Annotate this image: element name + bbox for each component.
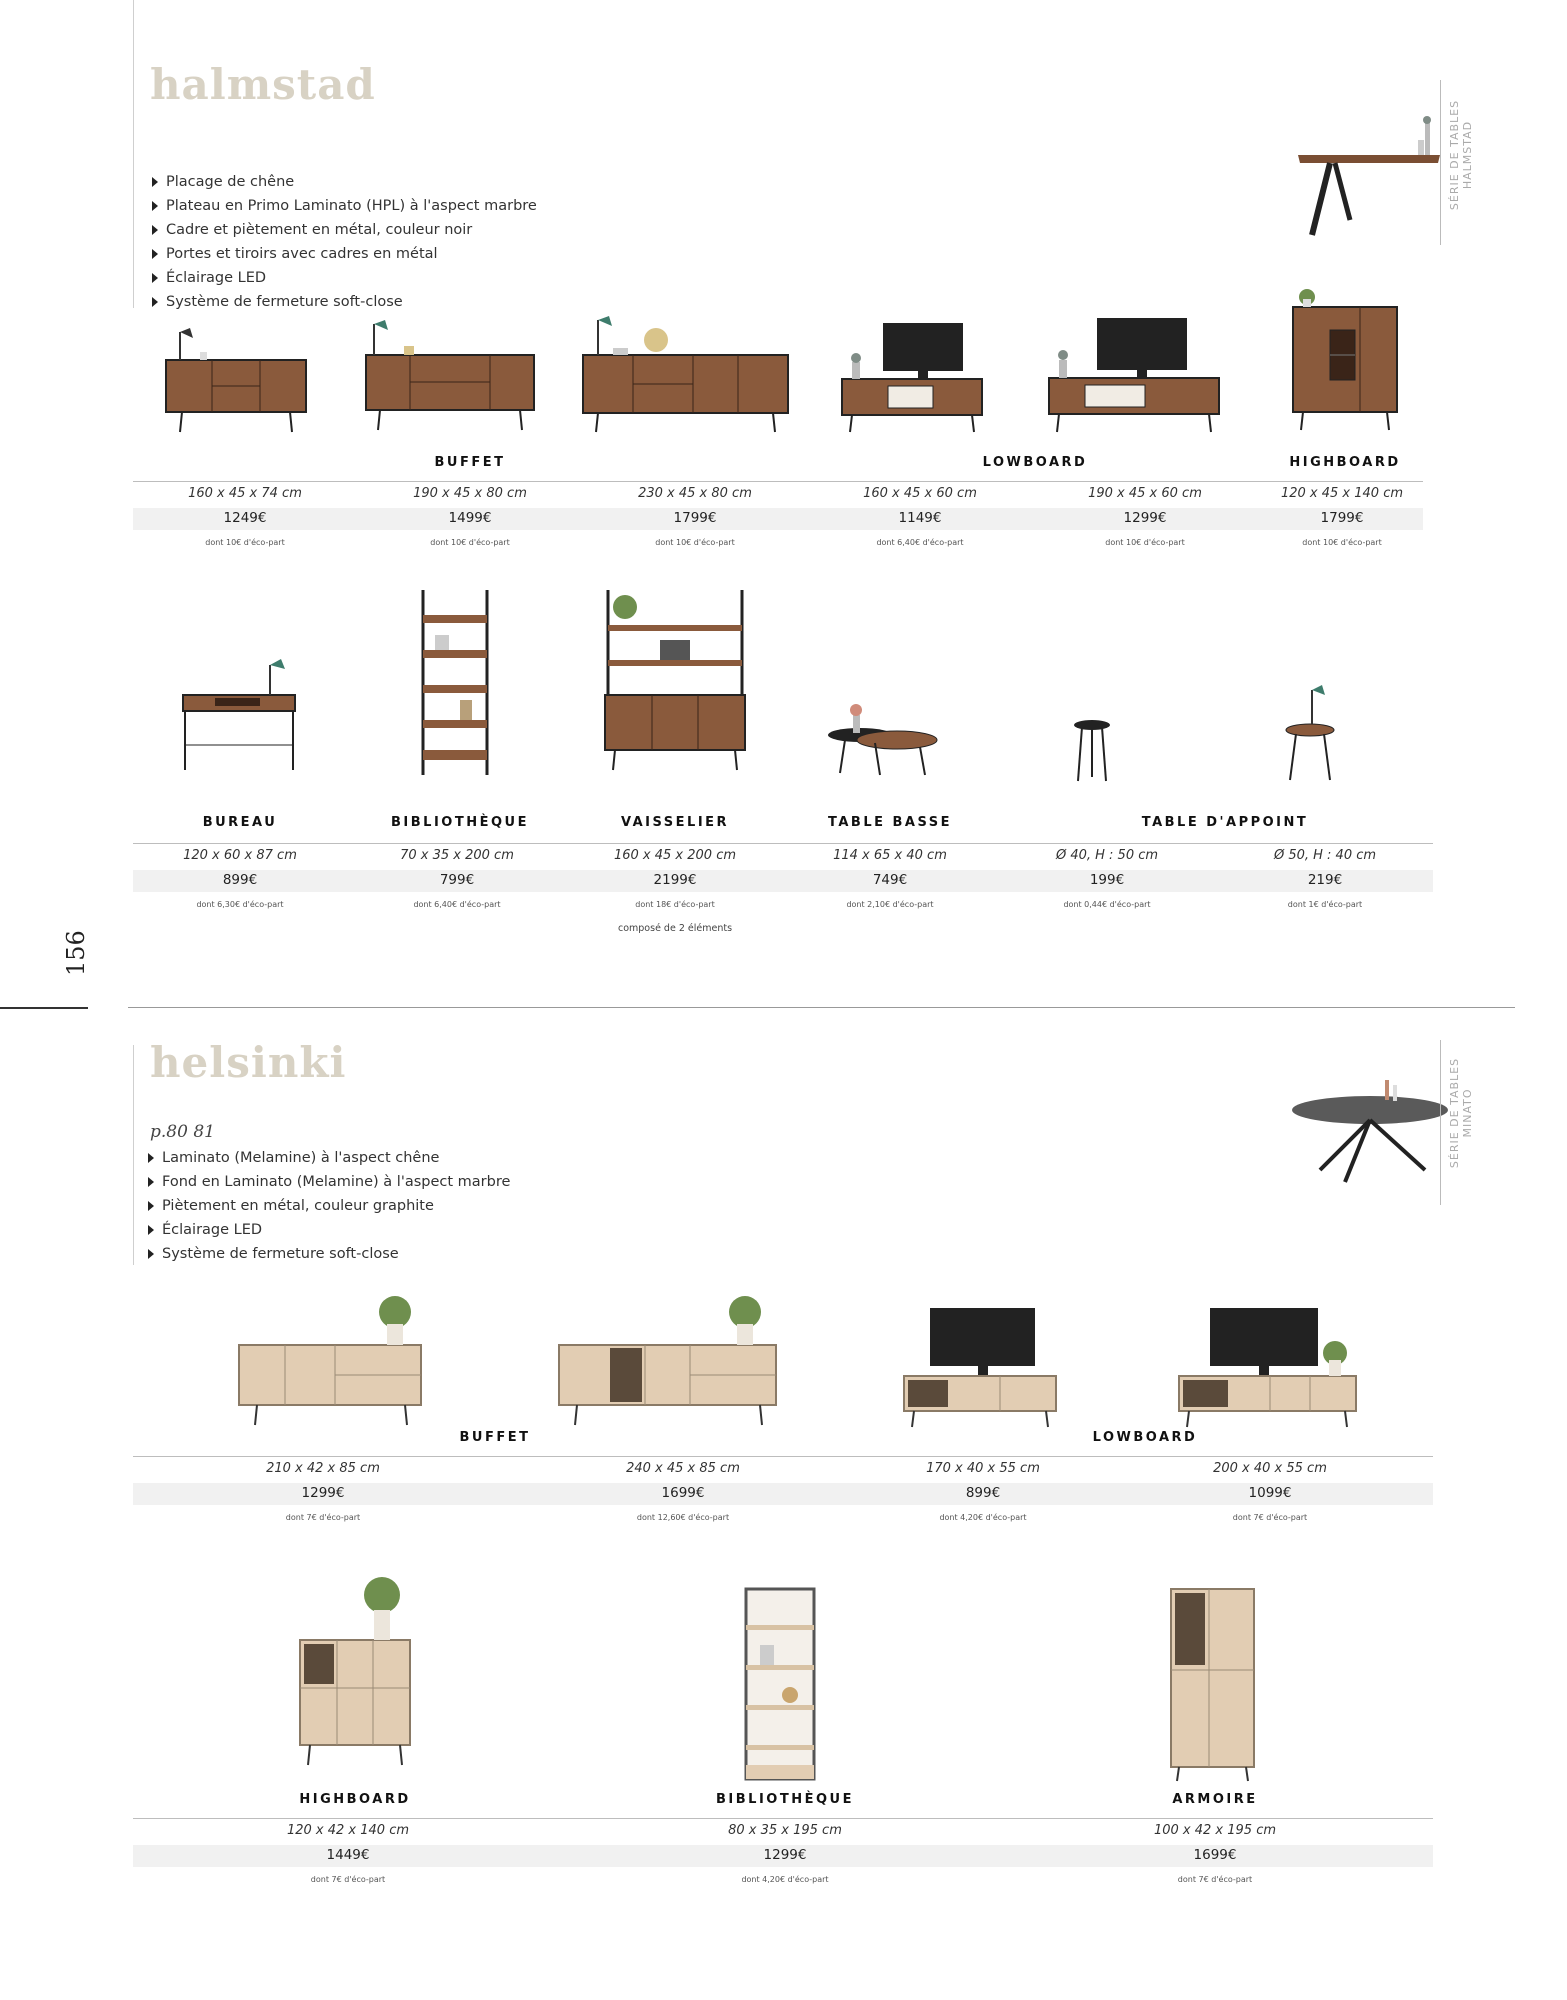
eco-part-note: dont 4,20€ d'éco-part [939,1513,1027,1522]
eco-part-note: dont 10€ d'éco-part [1105,538,1185,547]
eco-part-note: dont 10€ d'éco-part [1302,538,1382,547]
category-label-table-basse: TABLE BASSE [827,815,952,830]
category-label-lowboard: LOWBOARD [982,455,1088,470]
dimension-value: 190 x 45 x 80 cm [413,486,527,501]
table-basse-image [825,695,940,785]
table-divider [133,481,1423,482]
price-value: 1149€ [898,510,942,526]
series-label-line: SÉRIE DE TABLES [1448,99,1461,211]
list-item: Plateau en Primo Laminato (HPL) à l'aspect marbre [152,194,537,218]
price-value: 199€ [1089,872,1125,888]
section-divider [128,1007,1515,1008]
table-appoint-40-image [1070,715,1115,785]
price-value: 1699€ [661,1485,705,1501]
dimension-value: 70 x 35 x 200 cm [400,848,514,863]
price-value: 899€ [222,872,258,888]
table-divider [133,843,1433,844]
category-label-armoire: ARMOIRE [1172,1792,1258,1807]
category-label-bibliotheque: BIBLIOTHÈQUE [716,1792,854,1807]
category-label-buffet: BUFFET [434,455,506,470]
category-label-buffet: BUFFET [459,1430,531,1445]
price-value: 1699€ [1193,1847,1237,1863]
list-item: Éclairage LED [152,266,537,290]
dimension-value: 120 x 45 x 140 cm [1280,486,1404,501]
price-band [133,870,1433,892]
price-value: 1299€ [301,1485,345,1501]
eco-part-note: dont 4,20€ d'éco-part [741,1875,829,1884]
table-divider [133,1456,1433,1457]
helsinki-armoire-image [1165,1585,1260,1785]
price-value: 1499€ [448,510,492,526]
list-item: Éclairage LED [148,1218,510,1242]
price-value: 1299€ [763,1847,807,1863]
eco-part-note: dont 10€ d'éco-part [430,538,510,547]
bureau-image [175,645,305,775]
price-value: 2199€ [653,872,697,888]
price-value: 1099€ [1248,1485,1292,1501]
buffet-160-image [160,320,310,435]
dimension-value: 160 x 45 x 60 cm [863,486,977,501]
price-value: 1299€ [1123,510,1167,526]
helsinki-buffet-210-image [235,1290,425,1430]
helsinki-buffet-240-image [555,1290,780,1430]
dimension-value: 80 x 35 x 195 cm [728,1823,842,1838]
price-value: 799€ [439,872,475,888]
eco-part-note: dont 10€ d'éco-part [655,538,735,547]
series-label-line: SÉRIE DE TABLES [1448,1057,1461,1169]
eco-part-note: dont 1€ d'éco-part [1287,900,1363,909]
halmstad-accent-line [133,0,134,308]
list-item: Cadre et piètement en métal, couleur noir [152,218,537,242]
eco-part-note: dont 0,44€ d'éco-part [1063,900,1151,909]
helsinki-feature-list [148,1146,510,1266]
buffet-230-image [578,310,793,435]
dimension-value: 230 x 45 x 80 cm [638,486,752,501]
price-band [133,508,1423,530]
list-item: Portes et tiroirs avec cadres en métal [152,242,537,266]
dimension-value: Ø 40, H : 50 cm [1055,848,1159,863]
category-label-highboard: HIGHBOARD [1289,455,1401,470]
dimension-value: Ø 50, H : 40 cm [1273,848,1377,863]
price-value: 1249€ [223,510,267,526]
helsinki-bibliotheque-image [740,1585,820,1785]
table-appoint-50-image [1280,680,1340,785]
vaisselier-image [600,585,750,780]
category-label-highboard: HIGHBOARD [299,1792,411,1807]
dimension-value: 160 x 45 x 200 cm [613,848,737,863]
category-label-bibliotheque: BIBLIOTHÈQUE [391,815,529,830]
helsinki-page-reference: p.80 81 [150,1122,215,1142]
helsinki-lowboard-170-image [900,1305,1060,1430]
dimension-value: 160 x 45 x 74 cm [188,486,302,501]
price-value: 1449€ [326,1847,370,1863]
buffet-190-image [360,310,540,435]
list-item: Piètement en métal, couleur graphite [148,1194,510,1218]
category-label-vaisselier: VAISSELIER [620,815,730,830]
eco-part-note: dont 2,10€ d'éco-part [846,900,934,909]
halmstad-series-label [1448,90,1474,220]
helsinki-title: helsinki [150,1038,347,1087]
halmstad-dining-table-image [1290,100,1450,245]
list-item: Laminato (Melamine) à l'aspect chêne [148,1146,510,1170]
price-value: 219€ [1307,872,1343,888]
series-label-line: MINATO [1461,1088,1474,1138]
helsinki-accent-line [133,1045,134,1265]
dimension-value: 170 x 40 x 55 cm [926,1461,1040,1476]
dimension-value: 120 x 60 x 87 cm [183,848,297,863]
highboard-image [1285,285,1405,435]
price-value: 899€ [965,1485,1001,1501]
page-number: 156 [62,930,90,976]
dimension-value: 210 x 42 x 85 cm [266,1461,380,1476]
helsinki-lowboard-200-image [1175,1305,1360,1430]
eco-part-note: dont 7€ d'éco-part [285,1513,361,1522]
bibliotheque-halmstad-image [415,585,495,780]
list-item: Système de fermeture soft-close [148,1242,510,1266]
halmstad-title: halmstad [150,60,376,109]
eco-part-note: dont 7€ d'éco-part [1232,1513,1308,1522]
list-item: Fond en Laminato (Melamine) à l'aspect marbre [148,1170,510,1194]
eco-part-note: dont 6,40€ d'éco-part [876,538,964,547]
halmstad-feature-list [152,170,537,314]
price-value: 749€ [872,872,908,888]
eco-part-note: dont 7€ d'éco-part [310,1875,386,1884]
category-label-bureau: BUREAU [202,815,278,830]
helsinki-series-line [1440,1040,1441,1205]
eco-part-note: dont 12,60€ d'éco-part [636,1513,730,1522]
dimension-value: 200 x 40 x 55 cm [1213,1461,1327,1476]
composition-note: composé de 2 éléments [617,923,733,934]
dimension-value: 240 x 45 x 85 cm [626,1461,740,1476]
halmstad-series-line [1440,80,1441,245]
lowboard-190-image [1045,310,1225,435]
eco-part-note: dont 7€ d'éco-part [1177,1875,1253,1884]
list-item: Placage de chêne [152,170,537,194]
eco-part-note: dont 6,30€ d'éco-part [196,900,284,909]
eco-part-note: dont 18€ d'éco-part [635,900,715,909]
eco-part-note: dont 10€ d'éco-part [205,538,285,547]
list-item: Système de fermeture soft-close [152,290,537,314]
category-label-table-appoint: TABLE D'APPOINT [1141,815,1309,830]
helsinki-highboard-image [290,1570,420,1790]
minato-dining-table-image [1285,1070,1450,1190]
lowboard-160-image [838,320,988,435]
dimension-value: 120 x 42 x 140 cm [286,1823,410,1838]
dimension-value: 100 x 42 x 195 cm [1153,1823,1277,1838]
series-label-line: HALMSTAD [1461,120,1474,190]
category-label-lowboard: LOWBOARD [1092,1430,1198,1445]
eco-part-note: dont 6,40€ d'éco-part [413,900,501,909]
price-value: 1799€ [673,510,717,526]
page-number-rule [0,1007,88,1009]
helsinki-series-label [1448,1048,1474,1178]
dimension-value: 114 x 65 x 40 cm [833,848,947,863]
dimension-value: 190 x 45 x 60 cm [1088,486,1202,501]
table-divider [133,1818,1433,1819]
price-value: 1799€ [1320,510,1364,526]
